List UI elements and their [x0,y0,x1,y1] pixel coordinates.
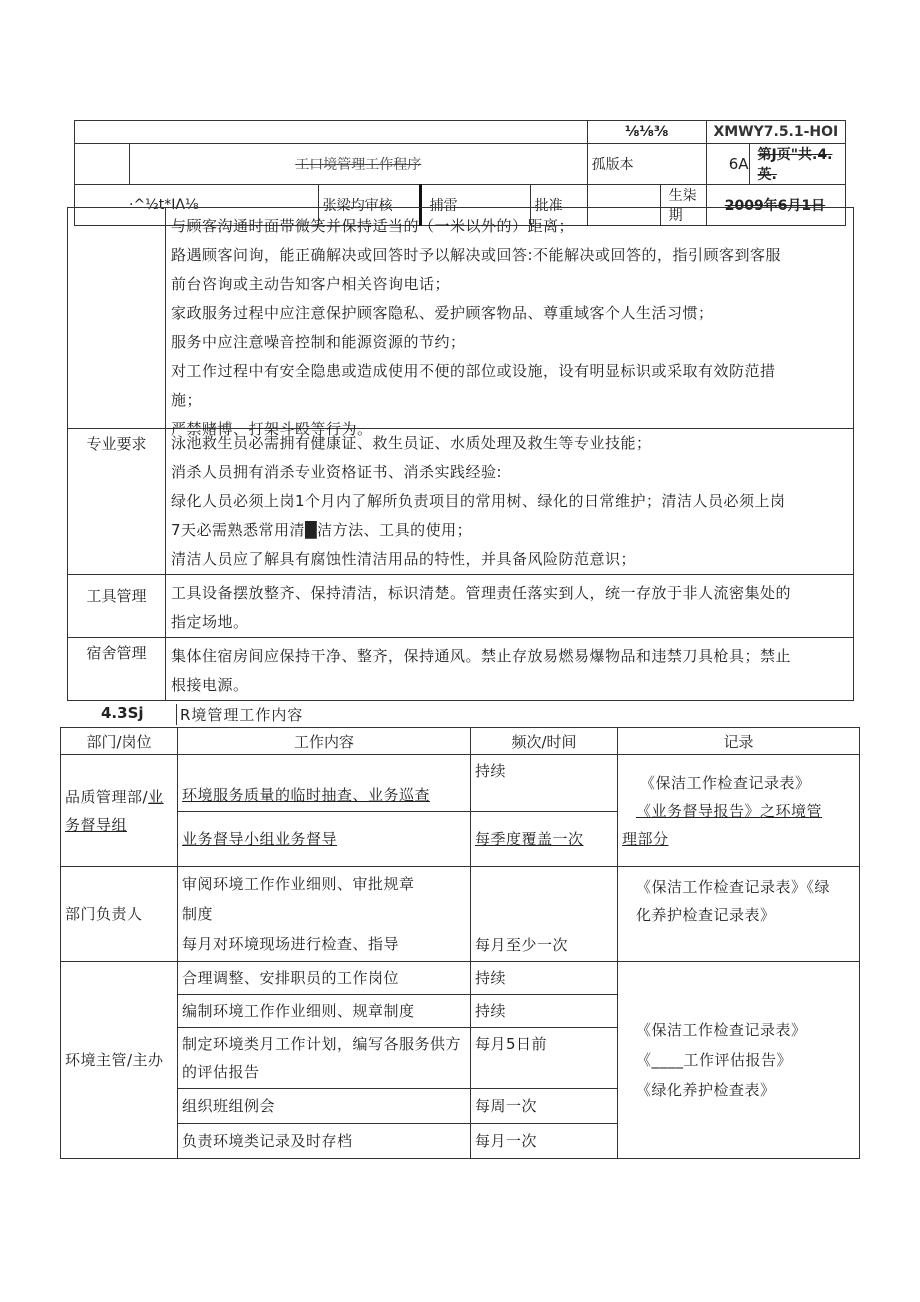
record-line: 《绿化养护检查表》 [636,1081,776,1099]
prof-line: 7天必需熟悉常用清█洁方法、工具的使用； [171,521,473,539]
record-line: 《业务督导报告》之环境管 [636,801,823,820]
record-line: 理部分 [622,829,669,848]
freq-cell [471,867,618,962]
freq-cell: 持续 [471,962,618,995]
record-line: 《____工作评估报告》 [636,1051,793,1069]
header-code: ⅛⅛⅜ [587,121,706,144]
freq-cell: 每周一次 [471,1089,618,1124]
freq-cell: 持续 [471,995,618,1028]
intro-content [166,208,854,438]
record-env [618,962,860,1159]
freq-cell [471,812,618,867]
record-quality [618,755,860,867]
dorm-line: 根接电源。 [171,676,249,694]
intro-line: 前台咨询或主动告知客户相关咨询电话； [171,275,451,293]
freq-text: 每月至少一次 [475,936,569,954]
task-cell [178,755,471,812]
dept-env-manager: 环境主管/主办 [61,962,178,1159]
dept-quality-a: 品质管理部/ [65,787,149,806]
intro-line: 家政服务过程中应注意保护顾客隐私、爱护顾客物品、尊重域客个人生活习惯； [171,304,714,322]
dept-quality-c: 务督导组 [65,815,128,834]
record-head [618,867,860,962]
version-label: 孤版本 [587,144,706,185]
freq-text: 持续 [475,762,507,780]
dorm-line: 集体住宿房间应保持干净、整齐，保持通风。禁止存放易燃易爆物品和违禁刀具枪具；禁止 [171,647,792,665]
record-line: 化养护检查记录表》 [636,906,776,924]
freq-cell: 每月一次 [471,1124,618,1159]
record-line: 《保洁工作检查记录表》 [640,773,811,792]
col-header-dept: 部门/岗位 [61,728,178,755]
header-blank [75,121,588,144]
intro-line: 与顾客沟通时面带微笑并保持适当的（一米以外的）距离； [171,217,575,235]
task-text: 审阅环境工作作业细则、审批规章 [182,875,415,893]
section-number: 4.3Sj [101,704,144,722]
freq-text: 每季度覆盖一次 [475,830,584,848]
tool-label: 工具管理 [68,575,166,638]
task-cell: 编制环境工作作业细则、规章制度 [178,995,471,1028]
task-text: 制度 [182,905,214,923]
signature-left: ·^½t*ΙΛ⅛ [75,185,319,226]
record-line: 《保洁工作检查记录表》《绿 [636,878,831,896]
freq-cell: 每月5日前 [471,1028,618,1089]
tool-line: 指定场地。 [171,613,249,631]
approver-name: 捕雷 [420,185,530,226]
intro-line: 施； [171,391,203,409]
reviewers: 张梁均审核 [318,185,420,226]
task-cell: 组织班组例会 [178,1089,471,1124]
col-header-freq: 频次/时间 [471,728,618,755]
prof-line: 消杀人员拥有消杀专业资格证书、消杀实践经验: [171,463,503,481]
section-title: R境管理工作内容 [176,704,303,725]
intro-line: 服务中应注意噪音控制和能源资源的节约； [171,333,466,351]
effective-label: 生柒期 [660,185,706,226]
doc-title: 工口境管理工作程序 [130,144,588,185]
task-text: 每月对环境现场进行检查、指导 [182,935,400,953]
task-cell: 负责环境类记录及时存档 [178,1124,471,1159]
task-text: 环境服务质量的临时抽查、业务巡查 [182,786,431,804]
freq-cell [471,755,618,812]
intro-line: 路遇顾客问询，能正确解决或回答时予以解决或回答:不能解决或回答的，指引顾客到客服 [171,246,782,264]
dorm-content [166,638,854,701]
intro-label-cell [68,208,166,429]
prof-line: 泳池救生员必需拥有健康证、救生员证、水质处理及救生等专业技能； [171,434,652,452]
requirements-table [67,207,854,701]
tool-content [166,575,854,638]
col-header-task: 工作内容 [178,728,471,755]
dept-head: 部门负责人 [61,867,178,962]
page-info: 第J页"共.4.英. [749,144,845,185]
header-spacer [75,144,130,185]
task-cell [178,812,471,867]
task-cell: 合理调整、安排职员的工作岗位 [178,962,471,995]
approve-label: 批准 [530,185,587,226]
doc-number: XMWY7.5.1-HOI [706,121,845,144]
dept-quality-b: 业 [148,787,164,806]
intro-line: 严禁赌博、打架斗殴等行为。 [171,420,373,438]
version-value: 6A [706,144,749,185]
task-cell [178,867,471,962]
record-line: 《保洁工作检查记录表》 [636,1021,807,1039]
effective-date: 2009年6月1日 [706,185,845,226]
intro-line: 对工作过程中有安全隐患或造成使用不便的部位或设施，设有明显标识或采取有效防范措 [171,362,776,380]
prof-label: 专业要求 [68,429,166,575]
dorm-label: 宿舍管理 [68,638,166,701]
prof-line: 绿化人员必须上岗1个月内了解所负责项目的常用树、绿化的日常维护；清洁人员必须上岗 [171,492,786,510]
work-content-table [60,727,860,1159]
task-text: 业务督导小组业务督导 [182,830,338,848]
prof-content [166,429,854,575]
task-cell: 制定环境类月工作计划，编写各服务供方的评估报告 [178,1028,471,1089]
dept-quality [61,755,178,867]
prof-line: 清洁人员应了解具有腐蚀性清洁用品的特性，并具备风险防范意识； [171,550,637,568]
col-header-record: 记录 [618,728,860,755]
tool-line: 工具设备摆放整齐、保持清洁，标识清楚。管理责任落实到人，统一存放于非人流密集处的 [171,584,792,602]
